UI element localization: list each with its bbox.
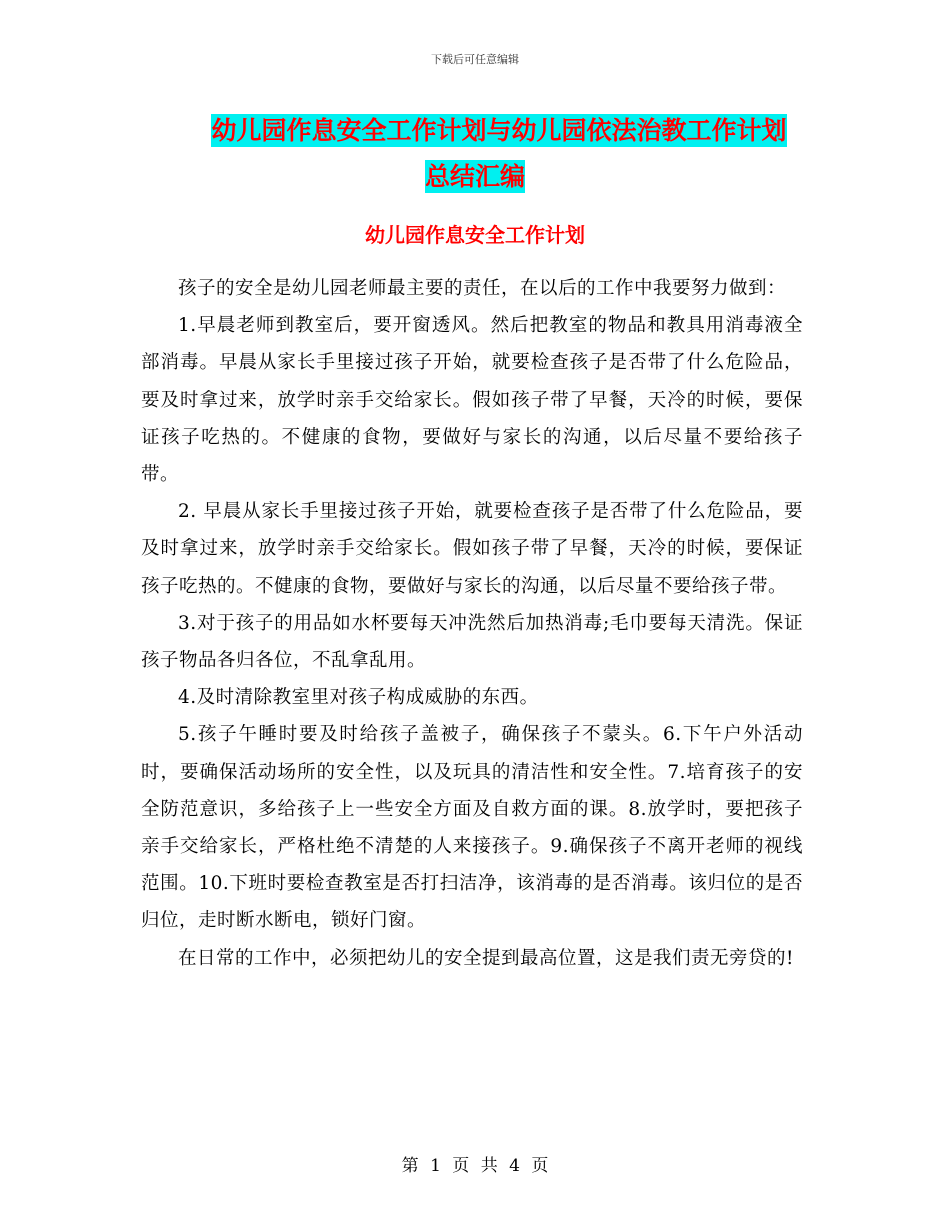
- paragraph-item-1: 1.早晨老师到教室后，要开窗透风。然后把教室的物品和教具用消毒液全部消毒。早晨从家长手里接过孩子开始，就要检查孩子是否带了什么危险品，要及时拿过来，放学时亲手交给家长。假如孩子带了早餐，天冷的时候，要保证孩子吃热的。不健康的食物，要做好与家长的沟通，以后尽量不要给孩子带。: [141, 315, 803, 486]
- paragraph-item-3: 3.对于孩子的用品如水杯要每天冲洗然后加热消毒;毛巾要每天清洗。保证孩子物品各归各位，不乱拿乱用。: [141, 612, 803, 672]
- page-footer: 第 1 页 共 4 页: [401, 1156, 549, 1176]
- document-body: [141, 270, 803, 977]
- title-line-2-text: 总结汇编: [424, 162, 525, 191]
- document-title: [0, 108, 950, 200]
- title-line-1-text: 幼儿园作息安全工作计划与幼儿园依法治教工作计划: [211, 116, 787, 145]
- paragraph-conclusion: 在日常的工作中，必须把幼儿的安全提到最高位置，这是我们责无旁贷的!: [178, 947, 794, 969]
- page-header: 下载后可任意编辑: [431, 53, 519, 66]
- paragraph-item-4: 4.及时清除教室里对孩子构成威胁的东西。: [178, 687, 539, 709]
- paragraph-item-2: 2. 早晨从家长手里接过孩子开始，就要检查孩子是否带了什么危险品，要及时拿过来，放学时亲手交给家长。假如孩子带了早餐，天冷的时候，要保证孩子吃热的。不健康的食物，要做好与家长的沟通，以后尽量不要给孩子带。: [141, 501, 803, 597]
- section-heading: 幼儿园作息安全工作计划: [365, 223, 585, 247]
- title-line-2: [0, 154, 950, 200]
- title-line-1: [0, 108, 950, 154]
- paragraph-item-5-10: 5.孩子午睡时要及时给孩子盖被子，确保孩子不蒙头。6.下午户外活动时，要确保活动场所的安全性，以及玩具的清洁性和安全性。7.培育孩子的安全防范意识，多给孩子上一些安全方面及自救方面的课。8.放学时，要把孩子亲手交给家长，严格杜绝不清楚的人来接孩子。9.确保孩子不离开老师的视线范围。10.下班时要检查教室是否打扫洁净，该消毒的是否消毒。该归位的是否归位，走时断水断电，锁好门窗。: [141, 724, 803, 932]
- paragraph-intro: 孩子的安全是幼儿园老师最主要的责任，在以后的工作中我要努力做到：: [178, 278, 787, 299]
